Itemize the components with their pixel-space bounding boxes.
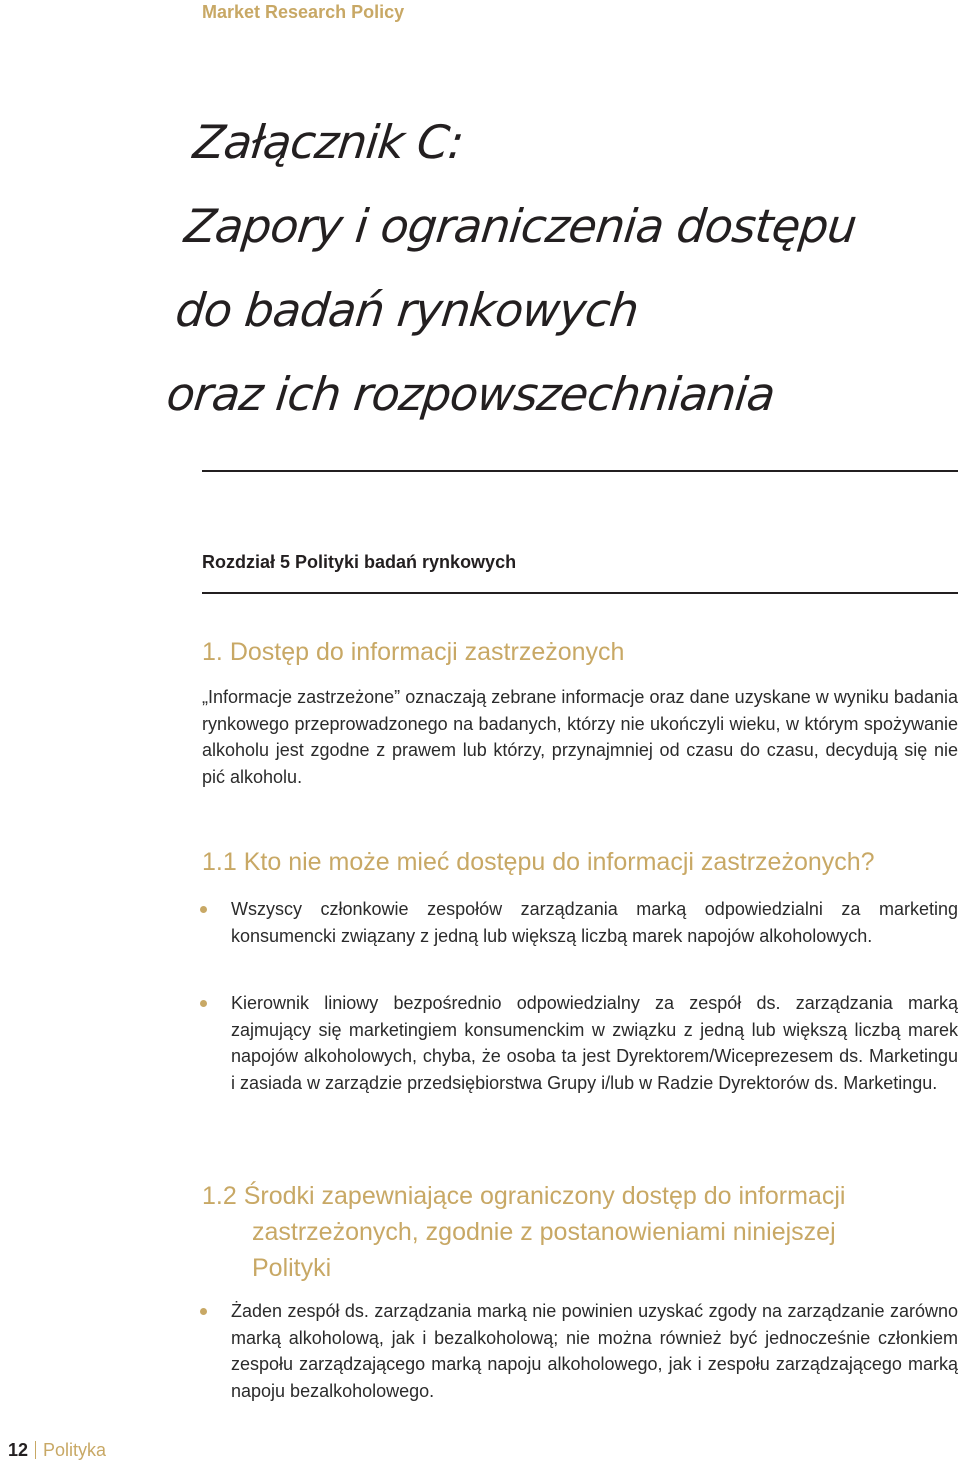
section-title-line: Środki zapewniające ograniczony dostęp do informacji: [243, 1182, 846, 1210]
footer-label: Polityka: [43, 1440, 107, 1460]
bullet-text: Wszyscy członkowie zespołów zarządzania marką odpowiedzialni za marketing konsumencki związany z jedną lub większą liczbą marek napojów alkoholowych.: [231, 899, 958, 946]
bullet-item: [231, 990, 958, 1096]
section-title-line: zastrzeżonych, zgodnie z postanowieniami niniejszej: [252, 1218, 836, 1246]
title-divider: [202, 470, 958, 472]
section-number: 1.1: [202, 848, 237, 876]
page-title: [163, 100, 948, 436]
footer-separator: [35, 1441, 36, 1459]
section-title: Kto nie może mieć dostępu do informacji zastrzeżonych?: [243, 848, 875, 876]
section-title-line: Polityki: [252, 1254, 332, 1282]
section-heading-1-1: [202, 848, 875, 877]
bullet-dot-icon: [200, 1000, 207, 1007]
title-line: oraz ich rozpowszechniania: [164, 367, 778, 421]
bullet-dot-icon: [200, 906, 207, 913]
bullet-text: Kierownik liniowy bezpośrednio odpowiedzialny za zespół ds. zarządzania marką zajmujący się marketingiem konsumenckim w związku z jedną lub większą liczbą marek napojów alkoholowych, chyba, że osoba ta jest Dyrektorem/Wiceprezesem ds. Marketingu i zasiada w zarządzie przedsiębiorstwa Grupy i/lub w Radzie Dyrektorów ds. Marketingu.: [231, 993, 958, 1093]
section-number: 1.: [202, 638, 223, 666]
section-paragraph: „Informacje zastrzeżone” oznaczają zebrane informacje oraz dane uzyskane w wyniku badania rynkowego przeprowadzonego na badanych, którzy nie ukończyli wieku, w którym spożywanie alkoholu jest zgodne z prawem lub którzy, przynajmniej od czasu do czasu, decydują się nie pić alkoholu.: [202, 687, 958, 787]
bullet-item: [231, 896, 958, 949]
running-header: Market Research Policy: [202, 2, 405, 22]
section-heading-1-2: [202, 1178, 845, 1286]
section-heading-1: [202, 638, 624, 667]
chapter-heading: Rozdział 5 Polityki badań rynkowych: [202, 552, 517, 572]
bullet-dot-icon: [200, 1308, 207, 1315]
section-number: 1.2: [202, 1182, 237, 1210]
title-line: Zapory i ograniczenia dostępu: [181, 199, 859, 253]
page-number: 12: [8, 1440, 29, 1460]
bullet-text: Żaden zespół ds. zarządzania marką nie powinien uzyskać zgody na zarządzanie zarówno marką alkoholową, jak i bezalkoholową; nie można również być jednocześnie członkiem zespołu zarządzającego marką napoju alkoholowego, jak i zespołu zarządzającego marką napoju bezalkoholowego.: [231, 1301, 958, 1401]
chapter-divider: [202, 592, 958, 594]
section-title: Dostęp do informacji zastrzeżonych: [229, 638, 625, 666]
bullet-item: [231, 1298, 958, 1404]
page-footer: [8, 1440, 106, 1461]
title-line: Załącznik C:: [190, 115, 466, 169]
title-line: do badań rynkowych: [173, 283, 641, 337]
